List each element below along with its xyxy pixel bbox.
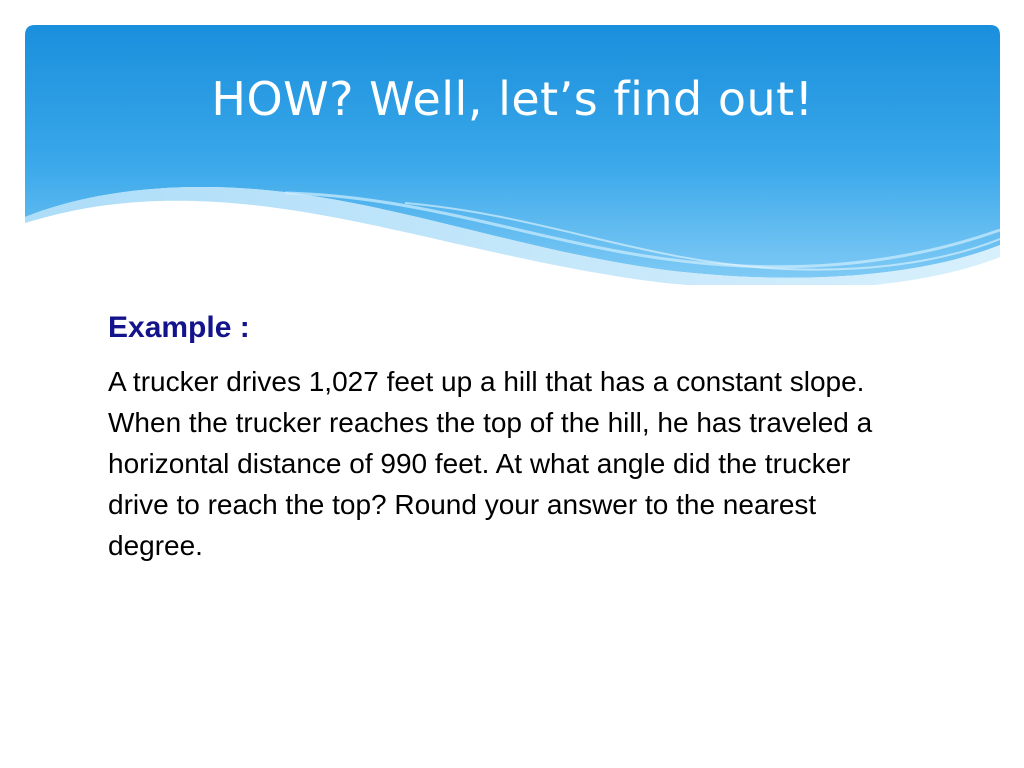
problem-text: A trucker drives 1,027 feet up a hill that has a constant slope. When the trucker reaches the top of the hill, he has traveled a horizontal distance of 990 feet. At what angle did the trucker drive to reach the top? Round your answer to the nearest degree. xyxy=(108,366,873,561)
slide-title: HOW? Well, let’s find out! xyxy=(211,72,814,126)
wave-banner-graphic xyxy=(25,25,1000,285)
slide-content xyxy=(108,308,908,566)
header-banner xyxy=(25,25,1000,285)
example-heading: Example : xyxy=(108,311,250,344)
